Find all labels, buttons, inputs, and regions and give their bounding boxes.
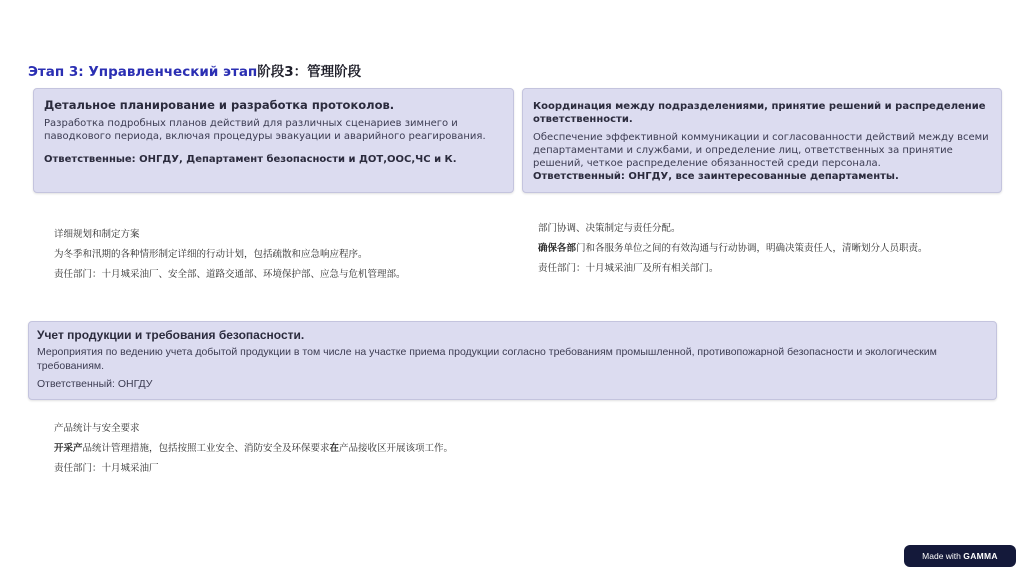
production-card-responsible: Ответственный: ОНГДУ [37,378,153,390]
planning-card-body: Разработка подробных планов действий для различных сценариев зимнего и паводкового периода, включая процедуры эвакуации и аварийного реагирования. [44,118,486,142]
coordination-zh-body [538,242,928,255]
production-zh-title: 产品统计与安全要求 [54,423,140,434]
production-card-body: Мероприятия по ведению учета добытой продукции в том числе на участке приема продукции согласно требованиям промышленной, противопожарной безопасности и экологическим требованиям. [37,346,937,372]
planning-zh-body: 为冬季和汛期的各种情形制定详细的行动计划，包括疏散和应急响应程序。 [54,249,368,260]
coordination-card-title: Координация между подразделениями, принятие решений и распределение ответственности. [533,101,986,125]
made-with-gamma-badge[interactable] [904,545,1016,567]
production-zh-responsible: 责任部门：十月城采油厂 [54,463,159,474]
page-title-ru: Этап 3: Управленческий этап [28,64,258,80]
page-title-zh: 阶段3：管理阶段 [257,64,362,80]
production-zh-body-bold-2: 在 [329,443,340,454]
coordination-card-responsible: Ответственный: ОНГДУ, все заинтересованные департаменты. [533,171,899,182]
coordination-zh-title: 部门协调、决策制定与责任分配。 [538,223,681,234]
coordination-zh-body-rest: 门和各服务单位之间的有效沟通与行动协调，明确决策责任人，清晰划分人员职责。 [576,243,928,254]
planning-card-responsible: Ответственные: ОНГДУ, Департамент безопасности и ДОТ,ООС,ЧС и К. [44,154,457,165]
coordination-card-body: Обеспечение эффективной коммуникации и согласованности действий между всеми департаментами и службами, и определение лиц, ответственных за принятие решений, четкое распределение обязанностей среди персонала. [533,132,989,169]
production-zh-body [54,442,453,455]
planning-zh-text [54,228,406,281]
coordination-zh-body-bold: 确保各部 [538,243,577,254]
production-card-title: Учет продукции и требования безопасности. [37,328,305,342]
page-title [28,60,361,80]
planning-zh-responsible: 责任部门：十月城采油厂、安全部、道路交通部、环境保护部、应急与危机管理部。 [54,269,406,280]
coordination-card [522,88,1002,193]
production-zh-body-mid: 品统计管理措施，包括按照工业安全、消防安全及环保要求 [82,443,330,454]
production-zh-body-rest: 产品接收区开展该项工作。 [339,443,454,454]
production-card [28,321,997,400]
gamma-logo: GAMMA [963,551,998,561]
coordination-zh-text [538,222,928,275]
planning-card [33,88,514,193]
coordination-zh-responsible: 责任部门：十月城采油厂及所有相关部门。 [538,263,719,274]
production-zh-text [54,422,453,475]
production-zh-body-bold-1: 开采产 [54,443,83,454]
planning-card-title: Детальное планирование и разработка протоколов. [44,98,395,112]
planning-zh-title: 详细规划和制定方案 [54,229,140,240]
badge-prefix: Made with [922,551,961,561]
